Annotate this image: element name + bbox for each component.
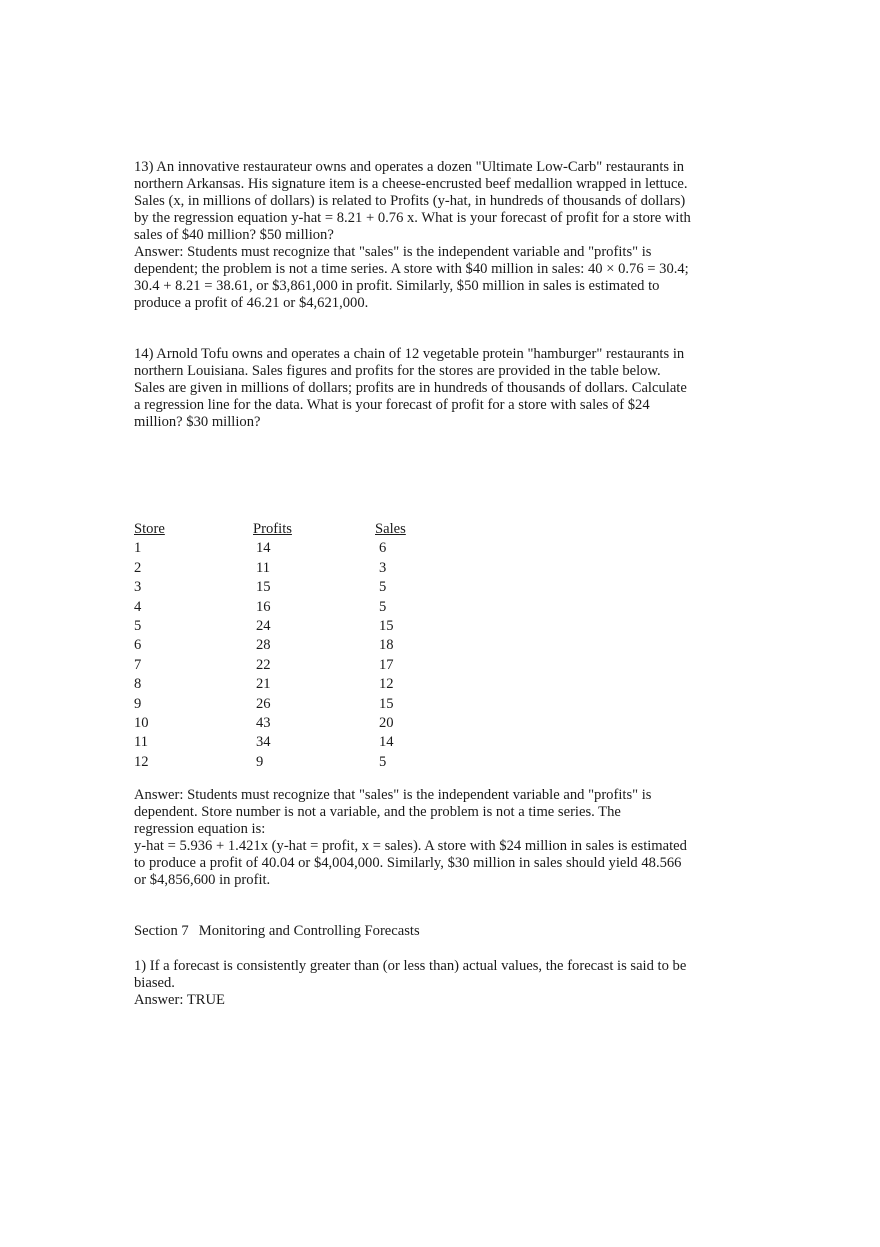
sales-cell: 5 [379,579,387,596]
table-header-row [134,520,439,539]
column-header-sales: Sales [375,521,406,537]
column-header-profits: Profits [253,521,292,537]
question-line: 1) If a forecast is consistently greater than (or less than) actual values, the forecast is said to be [134,958,687,974]
answer-14 [134,787,704,889]
store-data-table [134,520,704,772]
question-13-line: Sales (x, in millions of dollars) is related to Profits (y-hat, in hundreds of thousands of dollars) [134,193,686,209]
table-row [134,695,439,714]
answer-13-line: produce a profit of 46.21 or $4,621,000. [134,295,369,311]
store-cell: 7 [134,656,142,673]
table-row [134,675,439,694]
store-cell: 5 [134,618,142,635]
answer-14-line: or $4,856,600 in profit. [134,872,271,888]
question-14-line: million? $30 million? [134,414,261,430]
table-row [134,714,439,733]
sales-cell: 12 [379,676,394,693]
question-line: biased. [134,975,175,991]
question-13-line: 13) An innovative restaurateur owns and operates a dozen "Ultimate Low-Carb" restaurants in [134,159,685,175]
question-13-line: northern Arkansas. His signature item is a cheese-encrusted beef medallion wrapped in lettuce. [134,176,688,192]
table-row [134,733,439,752]
answer-13-line: Answer: Students must recognize that "sales" is the independent variable and "profits" is [134,244,652,260]
profits-cell: 43 [256,715,271,732]
store-cell: 12 [134,753,149,770]
store-cell: 11 [134,734,149,751]
table-row [134,559,439,578]
question-13-line: by the regression equation y-hat = 8.21 + 0.76 x. What is your forecast of profit for a store with [134,210,691,226]
store-cell: 10 [134,715,149,732]
section-title: Monitoring and Controlling Forecasts [198,923,420,939]
profits-cell: 26 [256,695,271,712]
answer-14-line: Answer: Students must recognize that "sales" is the independent variable and "profits" is [134,787,652,803]
question-14-line: a regression line for the data. What is your forecast of profit for a store with sales of $24 [134,397,650,413]
sales-cell: 15 [379,695,394,712]
profits-cell: 14 [256,540,271,557]
sales-cell: 5 [379,598,387,615]
store-cell: 8 [134,676,142,693]
store-cell: 2 [134,559,142,576]
sales-cell: 17 [379,656,394,673]
store-cell: 3 [134,579,142,596]
profits-cell: 22 [256,656,271,673]
table-row [134,578,439,597]
profits-cell: 21 [256,676,271,693]
answer-line: Answer: TRUE [134,992,225,1008]
store-cell: 4 [134,598,142,615]
section-heading-line [134,923,704,940]
profits-cell: 28 [256,637,271,654]
question-14-line: northern Louisiana. Sales figures and profits for the stores are provided in the table below. [134,363,661,379]
store-cell: 6 [134,637,142,654]
table-row [134,598,439,617]
question-13-line: sales of $40 million? $50 million? [134,227,334,243]
answer-14-line: dependent. Store number is not a variable, and the problem is not a time series. The [134,804,621,820]
store-cell: 1 [134,540,142,557]
data-table [134,520,439,772]
question-13 [134,159,704,312]
table-row [134,539,439,558]
column-header-store: Store [134,521,165,537]
profits-cell: 16 [256,598,271,615]
question-14 [134,346,704,431]
answer-13-line: 30.4 + 8.21 = 38.61, or $3,861,000 in profit. Similarly, $50 million in sales is estimated to [134,278,660,294]
table-row [134,636,439,655]
answer-14-line: y-hat = 5.936 + 1.421x (y-hat = profit, x = sales). A store with $24 million in sales is estimated [134,838,687,854]
sales-cell: 5 [379,753,387,770]
sales-cell: 6 [379,540,387,557]
profits-cell: 11 [256,559,271,576]
profits-cell: 9 [256,753,264,770]
question-14-line: Sales are given in millions of dollars; profits are in hundreds of thousands of dollars. Calculate [134,380,687,396]
profits-cell: 15 [256,579,271,596]
table-row [134,617,439,636]
profits-cell: 24 [256,618,271,635]
section-label: Section 7 [134,923,189,939]
profits-cell: 34 [256,734,271,751]
table-row [134,753,439,772]
table-row [134,656,439,675]
answer-14-line: to produce a profit of 40.04 or $4,004,000. Similarly, $30 million in sales should yield 48.566 [134,855,682,871]
question-14-line: 14) Arnold Tofu owns and operates a chain of 12 vegetable protein "hamburger" restaurants in [134,346,685,362]
sales-cell: 15 [379,618,394,635]
section-heading [134,923,704,940]
answer-14-line: regression equation is: [134,821,266,837]
answer-13-line: dependent; the problem is not a time series. A store with $40 million in sales: 40 × 0.76 = 30.4; [134,261,689,277]
sales-cell: 3 [379,559,387,576]
sales-cell: 14 [379,734,394,751]
sales-cell: 18 [379,637,394,654]
store-cell: 9 [134,695,142,712]
sales-cell: 20 [379,715,394,732]
section-7-question-1 [134,958,704,1009]
